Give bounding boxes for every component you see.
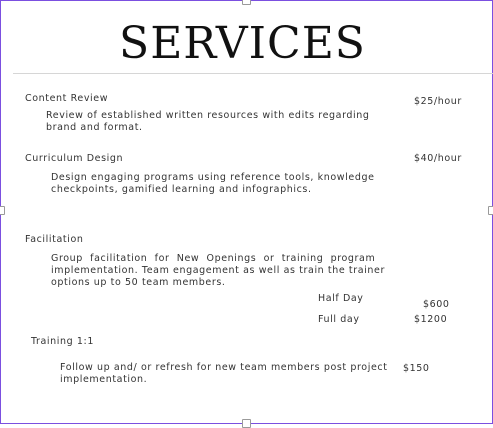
- service-name-training: Training 1:1: [31, 336, 94, 347]
- service-desc-facilitation-line2: implementation. Team engagement as well as train the trainer: [51, 265, 385, 276]
- service-name-content-review: Content Review: [25, 93, 109, 104]
- resize-handle-right[interactable]: [488, 206, 493, 215]
- option-label-full-day: Full day: [318, 314, 360, 325]
- service-desc-curriculum-design-line1: Design engaging programs using reference tools, knowledge: [51, 172, 375, 183]
- service-price-content-review: $25/hour: [414, 96, 462, 107]
- service-desc-training-line1: Follow up and/ or refresh for new team members post project: [60, 362, 388, 373]
- service-name-facilitation: Facilitation: [25, 234, 84, 245]
- service-desc-curriculum-design-line2: checkpoints, gamified learning and infographics.: [51, 184, 312, 195]
- service-desc-content-review-line2: brand and format.: [46, 122, 143, 133]
- service-price-training: $150: [403, 363, 430, 374]
- option-price-half-day: $600: [423, 299, 450, 310]
- service-price-curriculum-design: $40/hour: [414, 153, 462, 164]
- service-desc-facilitation-line1: Group facilitation for New Openings or training program: [51, 253, 376, 264]
- service-desc-content-review-line1: Review of established written resources with edits regarding: [46, 110, 370, 121]
- option-price-full-day: $1200: [414, 314, 448, 325]
- service-name-curriculum-design: Curriculum Design: [25, 153, 124, 164]
- service-desc-facilitation-line3: options up to 50 team members.: [51, 277, 226, 288]
- resize-handle-left[interactable]: [0, 206, 5, 215]
- page-title: SERVICES: [119, 18, 366, 69]
- resize-handle-top[interactable]: [242, 0, 251, 5]
- title-divider: [13, 73, 493, 74]
- option-label-half-day: Half Day: [318, 293, 364, 304]
- service-desc-training-line2: implementation.: [60, 374, 148, 385]
